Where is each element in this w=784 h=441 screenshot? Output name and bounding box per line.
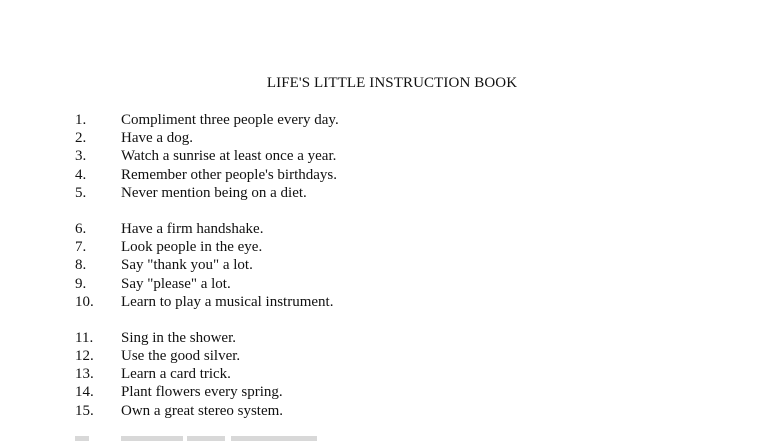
item-text: Say "please" a lot. bbox=[121, 275, 231, 292]
item-number: 8. bbox=[75, 257, 87, 274]
item-text: Learn to play a musical instrument. bbox=[121, 293, 334, 310]
list-item bbox=[75, 111, 715, 129]
item-text: Look people in the eye. bbox=[121, 239, 263, 256]
item-number: 2. bbox=[75, 130, 87, 147]
list-group-2 bbox=[75, 220, 715, 311]
list-group-1 bbox=[75, 111, 715, 202]
item-number: 6. bbox=[75, 220, 87, 237]
item-number: 4. bbox=[75, 166, 87, 183]
item-number: 15. bbox=[75, 402, 94, 419]
item-text: Have a dog. bbox=[121, 130, 194, 147]
cutoff-ink bbox=[231, 436, 317, 441]
item-text: Have a firm handshake. bbox=[121, 220, 264, 237]
document-title: LIFE'S LITTLE INSTRUCTION BOOK bbox=[266, 75, 518, 91]
item-number: 14. bbox=[75, 384, 94, 401]
item-text: Remember other people's birthdays. bbox=[121, 166, 337, 183]
list-item bbox=[75, 166, 715, 184]
item-text: Plant flowers every spring. bbox=[121, 384, 283, 401]
list-item bbox=[75, 184, 715, 202]
item-text: Use the good silver. bbox=[121, 348, 241, 365]
item-number: 10. bbox=[75, 293, 94, 310]
list-item bbox=[75, 402, 715, 420]
cutoff-ink bbox=[121, 436, 183, 441]
list-item bbox=[75, 238, 715, 256]
item-number: 1. bbox=[75, 112, 87, 128]
item-text: Say "thank you" a lot. bbox=[121, 257, 253, 274]
item-number: 9. bbox=[75, 275, 87, 292]
item-text: Sing in the shower. bbox=[121, 329, 236, 346]
list-item bbox=[75, 147, 715, 165]
list-item bbox=[75, 365, 715, 383]
list-group-3 bbox=[75, 329, 715, 420]
list-item bbox=[75, 329, 715, 347]
list-item bbox=[75, 275, 715, 293]
instruction-list bbox=[75, 111, 715, 420]
item-text: Never mention being on a diet. bbox=[121, 184, 307, 201]
list-item bbox=[75, 256, 715, 274]
item-text: Own a great stereo system. bbox=[121, 402, 284, 419]
list-item bbox=[75, 347, 715, 365]
cutoff-ink bbox=[75, 436, 89, 441]
item-number: 5. bbox=[75, 184, 87, 201]
item-text: Compliment three people every day. bbox=[121, 112, 339, 128]
list-item bbox=[75, 293, 715, 311]
list-item bbox=[75, 383, 715, 401]
item-number: 11. bbox=[75, 329, 94, 346]
cutoff-ink bbox=[187, 436, 225, 441]
item-number: 13. bbox=[75, 366, 94, 383]
next-line-cutoff bbox=[75, 433, 455, 441]
list-item bbox=[75, 220, 715, 238]
item-text: Learn a card trick. bbox=[121, 366, 231, 383]
item-number: 7. bbox=[75, 239, 87, 256]
list-item bbox=[75, 129, 715, 147]
item-text: Watch a sunrise at least once a year. bbox=[121, 148, 337, 165]
item-number: 12. bbox=[75, 348, 94, 365]
item-number: 3. bbox=[75, 148, 87, 165]
